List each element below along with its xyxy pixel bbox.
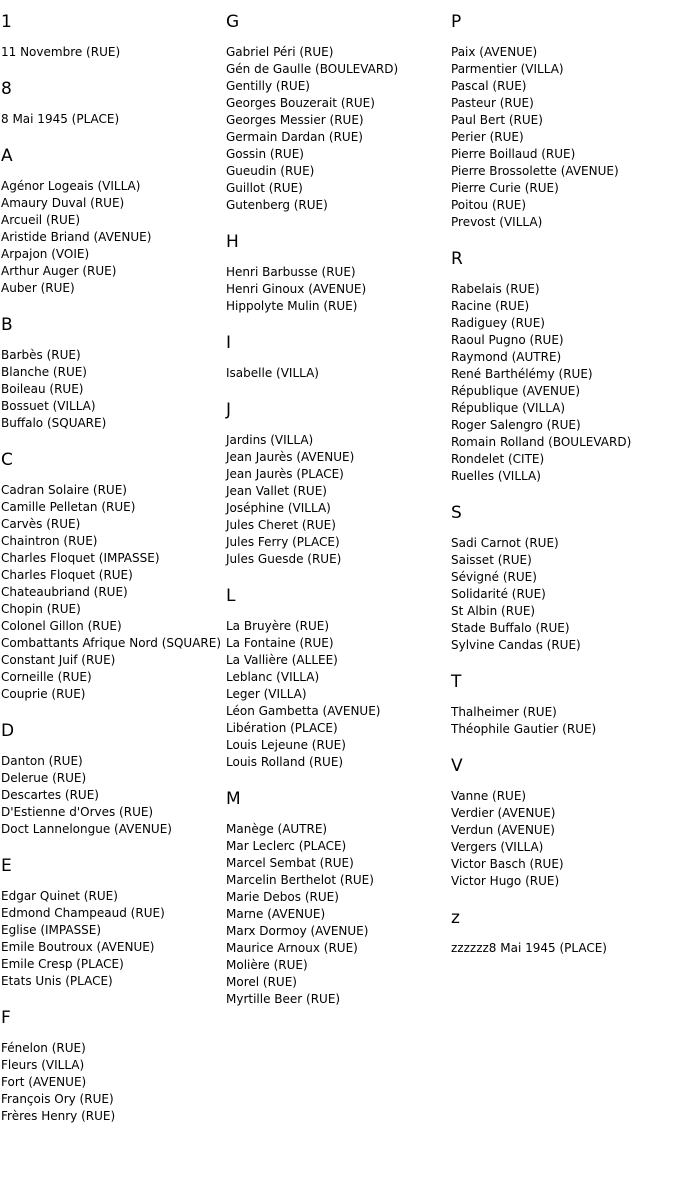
street-link[interactable]: Roger Salengro (RUE) — [451, 418, 581, 432]
street-link[interactable]: Charles Floquet (RUE) — [1, 568, 133, 582]
street-link[interactable]: St Albin (RUE) — [451, 604, 536, 618]
section-letter-heading: D — [1, 721, 15, 741]
street-link[interactable]: La Fontaine (RUE) — [226, 636, 334, 650]
street-link[interactable]: zzzzzz8 Mai 1945 (PLACE) — [451, 941, 607, 955]
street-link[interactable]: Etats Unis (PLACE) — [1, 974, 113, 988]
street-link[interactable]: Molière (RUE) — [226, 958, 308, 972]
street-link[interactable]: 8 Mai 1945 (PLACE) — [1, 112, 120, 126]
street-link[interactable]: La Bruyère (RUE) — [226, 619, 330, 633]
section-letter-heading: I — [226, 333, 232, 353]
street-link[interactable]: Myrtille Beer (RUE) — [226, 992, 341, 1006]
street-link[interactable]: Marx Dormoy (AVENUE) — [226, 924, 369, 938]
section-letter-heading: J — [226, 400, 232, 420]
section-letter-heading: S — [451, 503, 462, 523]
street-link[interactable]: Vanne (RUE) — [451, 789, 527, 803]
section-letter-heading: G — [226, 12, 240, 32]
street-link[interactable]: Jules Ferry (PLACE) — [226, 535, 340, 549]
section-letter-heading: B — [1, 315, 13, 335]
street-link[interactable]: Gutenberg (RUE) — [226, 198, 328, 212]
index-column — [226, 10, 448, 1024]
street-link[interactable]: Frères Henry (RUE) — [1, 1109, 116, 1123]
street-link[interactable]: Eglise (IMPASSE) — [1, 923, 102, 937]
street-link[interactable]: Poitou (RUE) — [451, 198, 527, 212]
letter-section — [226, 584, 448, 771]
index-column — [451, 10, 673, 973]
street-link[interactable]: Henri Ginoux (AVENUE) — [226, 282, 367, 296]
street-link[interactable]: La Vallière (ALLEE) — [226, 653, 338, 667]
street-link[interactable]: Combattants Afrique Nord (SQUARE) — [1, 636, 222, 650]
street-link[interactable]: Libération (PLACE) — [226, 721, 338, 735]
street-link[interactable]: Cadran Solaire (RUE) — [1, 483, 127, 497]
street-link[interactable]: Racine (RUE) — [451, 299, 530, 313]
street-link[interactable]: Pierre Brossolette (AVENUE) — [451, 164, 619, 178]
street-link[interactable]: Aristide Briand (AVENUE) — [1, 230, 152, 244]
section-letter-heading: P — [451, 12, 462, 32]
street-link[interactable]: Chateaubriand (RUE) — [1, 585, 128, 599]
index-column — [1, 10, 223, 1141]
street-link[interactable]: Stade Buffalo (RUE) — [451, 621, 570, 635]
street-link[interactable]: Henri Barbusse (RUE) — [226, 265, 356, 279]
street-link[interactable]: Théophile Gautier (RUE) — [451, 722, 597, 736]
street-link[interactable]: Victor Basch (RUE) — [451, 857, 564, 871]
street-link[interactable]: Jean Vallet (RUE) — [226, 484, 327, 498]
street-link[interactable]: Fleurs (VILLA) — [1, 1058, 85, 1072]
street-link[interactable]: Parmentier (VILLA) — [451, 62, 564, 76]
street-link[interactable]: Delerue (RUE) — [1, 771, 87, 785]
section-letter-heading: E — [1, 856, 12, 876]
street-link[interactable]: Amaury Duval (RUE) — [1, 196, 125, 210]
street-link[interactable]: Arcueil (RUE) — [1, 213, 81, 227]
street-link[interactable]: Pierre Boillaud (RUE) — [451, 147, 576, 161]
street-link[interactable]: Germain Dardan (RUE) — [226, 130, 363, 144]
section-letter-heading: F — [1, 1008, 11, 1028]
letter-section — [451, 670, 673, 738]
letter-section — [451, 501, 673, 654]
street-link[interactable]: Gabriel Péri (RUE) — [226, 45, 334, 59]
street-link[interactable]: Charles Floquet (IMPASSE) — [1, 551, 160, 565]
street-link[interactable]: République (VILLA) — [451, 401, 566, 415]
street-link[interactable]: Raoul Pugno (RUE) — [451, 333, 564, 347]
letter-section — [1, 144, 223, 297]
street-link[interactable]: Auber (RUE) — [1, 281, 75, 295]
section-letter-heading: T — [451, 672, 462, 692]
street-link[interactable]: Radiguey (RUE) — [451, 316, 545, 330]
letter-section — [226, 230, 448, 315]
street-link[interactable]: Descartes (RUE) — [1, 788, 99, 802]
street-link[interactable]: Danton (RUE) — [1, 754, 83, 768]
street-link[interactable]: Leger (VILLA) — [226, 687, 307, 701]
section-letter-heading: z — [451, 908, 460, 928]
street-link[interactable]: Edmond Champeaud (RUE) — [1, 906, 165, 920]
street-link[interactable]: Paix (AVENUE) — [451, 45, 538, 59]
street-link[interactable]: Buffalo (SQUARE) — [1, 416, 107, 430]
letter-section — [451, 754, 673, 890]
street-link[interactable]: Paul Bert (RUE) — [451, 113, 543, 127]
street-link[interactable]: Emile Boutroux (AVENUE) — [1, 940, 155, 954]
street-link[interactable]: Gén de Gaulle (BOULEVARD) — [226, 62, 399, 76]
street-link[interactable]: Agénor Logeais (VILLA) — [1, 179, 141, 193]
letter-section — [1, 854, 223, 990]
street-link[interactable]: Victor Hugo (RUE) — [451, 874, 560, 888]
street-link[interactable]: Chopin (RUE) — [1, 602, 81, 616]
street-link[interactable]: Ruelles (VILLA) — [451, 469, 541, 483]
street-link[interactable]: Prevost (VILLA) — [451, 215, 543, 229]
street-link[interactable]: Pierre Curie (RUE) — [451, 181, 559, 195]
street-link[interactable]: Carvès (RUE) — [1, 517, 81, 531]
street-link[interactable]: Marne (AVENUE) — [226, 907, 326, 921]
letter-section — [451, 10, 673, 231]
street-link[interactable]: Gueudin (RUE) — [226, 164, 315, 178]
street-link[interactable]: Solidarité (RUE) — [451, 587, 546, 601]
section-letter-heading: H — [226, 232, 239, 252]
street-link[interactable]: Barbès (RUE) — [1, 348, 81, 362]
street-link[interactable]: Gossin (RUE) — [226, 147, 304, 161]
street-link[interactable]: Marcelin Berthelot (RUE) — [226, 873, 374, 887]
street-link[interactable]: Morel (RUE) — [226, 975, 297, 989]
street-link[interactable]: Mar Leclerc (PLACE) — [226, 839, 347, 853]
street-link[interactable]: Louis Lejeune (RUE) — [226, 738, 346, 752]
street-link[interactable]: Couprie (RUE) — [1, 687, 86, 701]
letter-section — [1, 10, 223, 61]
section-letter-heading: A — [1, 146, 13, 166]
street-link[interactable]: Constant Juif (RUE) — [1, 653, 116, 667]
street-link[interactable]: Pascal (RUE) — [451, 79, 527, 93]
street-link[interactable]: Leblanc (VILLA) — [226, 670, 320, 684]
street-link[interactable]: Camille Pelletan (RUE) — [1, 500, 136, 514]
street-link[interactable]: 11 Novembre (RUE) — [1, 45, 121, 59]
street-link[interactable]: René Barthélémy (RUE) — [451, 367, 593, 381]
letter-section — [226, 787, 448, 1008]
street-link[interactable]: Georges Messier (RUE) — [226, 113, 364, 127]
street-link[interactable]: République (AVENUE) — [451, 384, 581, 398]
section-letter-heading: R — [451, 249, 463, 269]
street-link[interactable]: Romain Rolland (BOULEVARD) — [451, 435, 632, 449]
street-link[interactable]: Blanche (RUE) — [1, 365, 87, 379]
street-link[interactable]: Arpajon (VOIE) — [1, 247, 90, 261]
letter-section — [1, 77, 223, 128]
street-link[interactable]: Marie Debos (RUE) — [226, 890, 339, 904]
street-link[interactable]: Corneille (RUE) — [1, 670, 92, 684]
letter-section — [451, 247, 673, 485]
letter-section — [1, 448, 223, 703]
street-link[interactable]: Jean Jaurès (AVENUE) — [226, 450, 355, 464]
section-letter-heading: L — [226, 586, 236, 606]
street-link[interactable]: Hippolyte Mulin (RUE) — [226, 299, 358, 313]
street-link[interactable]: Marcel Sembat (RUE) — [226, 856, 354, 870]
section-letter-heading: M — [226, 789, 241, 809]
street-link[interactable]: Guillot (RUE) — [226, 181, 303, 195]
street-link[interactable]: Rondelet (CITE) — [451, 452, 545, 466]
street-link[interactable]: Pasteur (RUE) — [451, 96, 534, 110]
section-letter-heading: 1 — [1, 12, 12, 32]
street-link[interactable]: Thalheimer (RUE) — [451, 705, 557, 719]
street-link[interactable]: Fort (AVENUE) — [1, 1075, 87, 1089]
street-link[interactable]: Isabelle (VILLA) — [226, 366, 319, 380]
street-link[interactable]: Arthur Auger (RUE) — [1, 264, 117, 278]
street-link[interactable]: Perier (RUE) — [451, 130, 524, 144]
street-link[interactable]: Gentilly (RUE) — [226, 79, 310, 93]
section-letter-heading: C — [1, 450, 13, 470]
section-letter-heading: 8 — [1, 79, 12, 99]
street-link[interactable]: Louis Rolland (RUE) — [226, 755, 344, 769]
letter-section — [226, 331, 448, 382]
street-link[interactable]: Verdun (AVENUE) — [451, 823, 555, 837]
street-link[interactable]: Fénelon (RUE) — [1, 1041, 86, 1055]
street-link[interactable]: Colonel Gillon (RUE) — [1, 619, 122, 633]
street-link[interactable]: Jules Guesde (RUE) — [226, 552, 342, 566]
letter-section — [1, 313, 223, 432]
street-link[interactable]: Bossuet (VILLA) — [1, 399, 96, 413]
street-link[interactable]: Raymond (AUTRE) — [451, 350, 562, 364]
street-link[interactable]: Maurice Arnoux (RUE) — [226, 941, 358, 955]
letter-section — [226, 10, 448, 214]
letter-section — [1, 1006, 223, 1125]
section-letter-heading: V — [451, 756, 463, 776]
street-link[interactable]: Jean Jaurès (PLACE) — [226, 467, 344, 481]
street-link[interactable]: François Ory (RUE) — [1, 1092, 114, 1106]
letter-section — [1, 719, 223, 838]
street-link[interactable]: Doct Lannelongue (AVENUE) — [1, 822, 172, 836]
street-link[interactable]: Manège (AUTRE) — [226, 822, 328, 836]
street-link[interactable]: Jardins (VILLA) — [226, 433, 314, 447]
street-link[interactable]: Sévigné (RUE) — [451, 570, 537, 584]
letter-section — [451, 906, 673, 957]
street-link[interactable]: Edgar Quinet (RUE) — [1, 889, 118, 903]
street-link[interactable]: Chaintron (RUE) — [1, 534, 98, 548]
street-link[interactable]: D'Estienne d'Orves (RUE) — [1, 805, 154, 819]
street-link[interactable]: Sadi Carnot (RUE) — [451, 536, 559, 550]
street-link[interactable]: Vergers (VILLA) — [451, 840, 544, 854]
street-link[interactable]: Emile Cresp (PLACE) — [1, 957, 124, 971]
letter-section — [226, 398, 448, 568]
street-link[interactable]: Joséphine (VILLA) — [226, 501, 331, 515]
street-link[interactable]: Sylvine Candas (RUE) — [451, 638, 581, 652]
street-link[interactable]: Rabelais (RUE) — [451, 282, 540, 296]
street-link[interactable]: Saisset (RUE) — [451, 553, 532, 567]
street-link[interactable]: Boileau (RUE) — [1, 382, 84, 396]
street-link[interactable]: Georges Bouzerait (RUE) — [226, 96, 375, 110]
street-link[interactable]: Jules Cheret (RUE) — [226, 518, 336, 532]
street-link[interactable]: Léon Gambetta (AVENUE) — [226, 704, 381, 718]
street-link[interactable]: Verdier (AVENUE) — [451, 806, 556, 820]
